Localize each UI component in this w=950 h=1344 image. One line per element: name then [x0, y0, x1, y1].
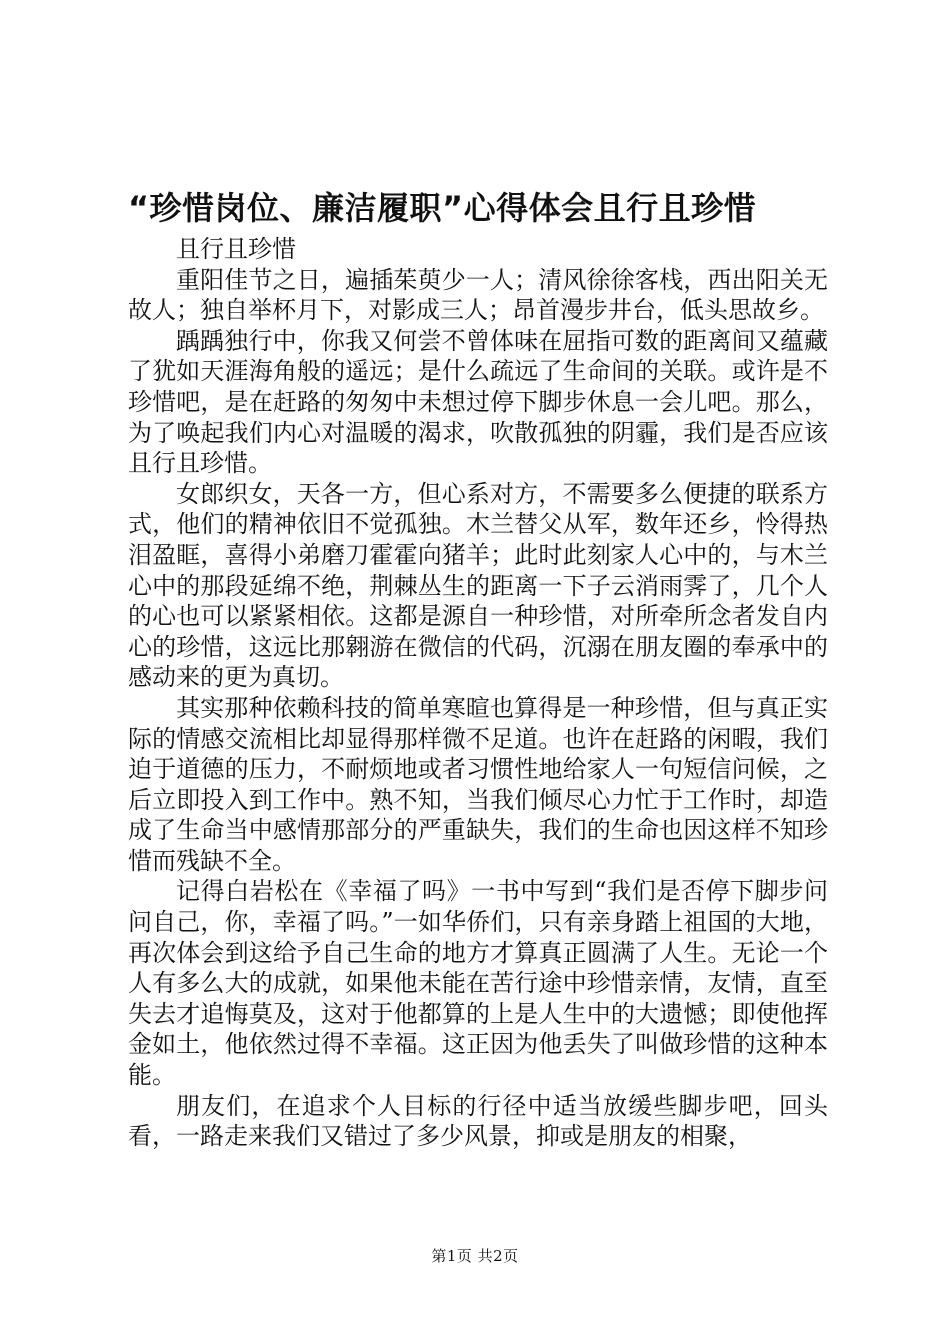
document-title: “珍惜岗位、廉洁履职”心得体会且行且珍惜: [128, 189, 757, 227]
page-number-footer: 第1页 共2页: [431, 1247, 519, 1265]
paragraph: 重阳佳节之日，遍插茱萸少一人；清风徐徐客栈，西出阳关无故人；独自举杯月下，对影成三人；昂首漫步井台，低头思故乡。: [128, 265, 828, 325]
document-body: [128, 234, 828, 1152]
paragraph: 其实那种依赖科技的简单寒暄也算得是一种珍惜，但与真正实际的情感交流相比却显得那样微不足道。也许在赶路的闲暇，我们迫于道德的压力，不耐烦地或者习惯性地给家人一句短信问候，之后立即投入到工作中。熟不知，当我们倾尽心力忙于工作时，却造成了生命当中感情那部分的严重缺失，我们的生命也因这样不知珍惜而残缺不全。: [128, 693, 828, 875]
paragraph: 踽踽独行中，你我又何尝不曾体味在屈指可数的距离间又蕴藏了犹如天涯海角般的遥远；是什么疏远了生命间的关联。或许是不珍惜吧，是在赶路的匆匆中未想过停下脚步休息一会儿吧。那么，为了唤起我们内心对温暖的渴求，吹散孤独的阴霾，我们是否应该且行且珍惜。: [128, 326, 828, 478]
paragraph: 且行且珍惜: [176, 235, 296, 263]
paragraph: 记得白岩松在《幸福了吗》一书中写到“我们是否停下脚步问问自己，你，幸福了吗。”一如华侨们，只有亲身踏上祖国的大地，再次体会到这给予自己生命的地方才算真正圆满了人生。无论一个人有多么大的成就，如果他未能在苦行途中珍惜亲情，友情，直至失去才追悔莫及，这对于他都算的上是人生中的大遗憾；即使他挥金如土，他依然过得不幸福。这正因为他丢失了叫做珍惜的这种本能。: [128, 877, 828, 1090]
paragraph: 朋友们，在追求个人目标的行径中适当放缓些脚步吧，回头看，一路走来我们又错过了多少风景，抑或是朋友的相聚，: [128, 1091, 828, 1151]
paragraph: 女郎织女，天各一方，但心系对方，不需要多么便捷的联系方式，他们的精神依旧不觉孤独。木兰替父从军，数年还乡，怜得热泪盈眶，喜得小弟磨刀霍霍向猪羊；此时此刻家人心中的，与木兰心中的那段延绵不绝，荆棘丛生的距离一下子云消雨霁了，几个人的心也可以紧紧相依。这都是源自一种珍惜，对所牵所念者发自内心的珍惜，这远比那翱游在微信的代码，沉溺在朋友圈的奉承中的感动来的更为真切。: [128, 479, 828, 692]
